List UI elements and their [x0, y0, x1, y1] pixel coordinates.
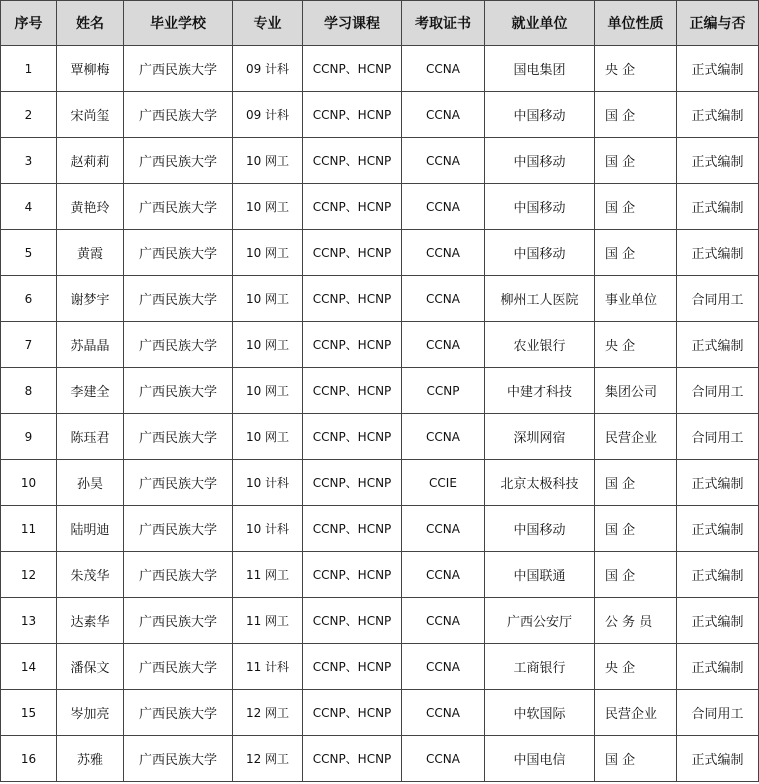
cell-name: 覃柳梅: [57, 46, 124, 92]
header-school: 毕业学校: [124, 1, 233, 46]
cell-employer: 北京太极科技: [485, 460, 595, 506]
cell-school: 广西民族大学: [124, 506, 233, 552]
cell-employer: 中国移动: [485, 230, 595, 276]
cell-name: 谢梦宇: [57, 276, 124, 322]
cell-major: 11 计科: [233, 644, 303, 690]
cell-employer-type: 国 企: [595, 460, 677, 506]
table-body: [1, 46, 759, 782]
cell-employer: 中国移动: [485, 506, 595, 552]
table-row: [1, 138, 759, 184]
cell-courses: CCNP、HCNP: [303, 92, 402, 138]
cell-name: 黄霞: [57, 230, 124, 276]
cell-employer-type: 民营企业: [595, 690, 677, 736]
cell-contract-status: 正式编制: [677, 736, 759, 782]
cell-contract-status: 正式编制: [677, 46, 759, 92]
cell-employer: 广西公安厅: [485, 598, 595, 644]
cell-certificate: CCIE: [402, 460, 485, 506]
cell-employer: 中国联通: [485, 552, 595, 598]
cell-employer-type: 央 企: [595, 46, 677, 92]
cell-certificate: CCNA: [402, 184, 485, 230]
cell-contract-status: 合同用工: [677, 276, 759, 322]
cell-certificate: CCNA: [402, 276, 485, 322]
cell-certificate: CCNA: [402, 598, 485, 644]
header-name: 姓名: [57, 1, 124, 46]
cell-courses: CCNP、HCNP: [303, 184, 402, 230]
cell-index: 15: [1, 690, 57, 736]
cell-certificate: CCNA: [402, 230, 485, 276]
cell-index: 6: [1, 276, 57, 322]
cell-index: 8: [1, 368, 57, 414]
cell-contract-status: 正式编制: [677, 644, 759, 690]
header-employer-type: 单位性质: [595, 1, 677, 46]
cell-school: 广西民族大学: [124, 736, 233, 782]
cell-employer: 中软国际: [485, 690, 595, 736]
cell-certificate: CCNA: [402, 690, 485, 736]
cell-school: 广西民族大学: [124, 552, 233, 598]
cell-index: 14: [1, 644, 57, 690]
cell-index: 3: [1, 138, 57, 184]
cell-major: 11 网工: [233, 552, 303, 598]
cell-index: 7: [1, 322, 57, 368]
cell-contract-status: 合同用工: [677, 414, 759, 460]
cell-employer-type: 国 企: [595, 230, 677, 276]
cell-courses: CCNP、HCNP: [303, 368, 402, 414]
table-row: [1, 322, 759, 368]
cell-name: 宋尚玺: [57, 92, 124, 138]
cell-certificate: CCNA: [402, 506, 485, 552]
cell-index: 5: [1, 230, 57, 276]
cell-name: 苏晶晶: [57, 322, 124, 368]
cell-major: 10 网工: [233, 368, 303, 414]
cell-index: 16: [1, 736, 57, 782]
cell-employer-type: 国 企: [595, 736, 677, 782]
cell-index: 12: [1, 552, 57, 598]
cell-name: 潘保文: [57, 644, 124, 690]
cell-name: 岑加亮: [57, 690, 124, 736]
cell-employer-type: 国 企: [595, 552, 677, 598]
cell-courses: CCNP、HCNP: [303, 552, 402, 598]
cell-employer: 国电集团: [485, 46, 595, 92]
cell-major: 09 计科: [233, 92, 303, 138]
header-index: 序号: [1, 1, 57, 46]
cell-employer-type: 集团公司: [595, 368, 677, 414]
cell-employer-type: 央 企: [595, 322, 677, 368]
cell-certificate: CCNP: [402, 368, 485, 414]
cell-certificate: CCNA: [402, 92, 485, 138]
cell-school: 广西民族大学: [124, 46, 233, 92]
table-header: [1, 1, 759, 46]
cell-certificate: CCNA: [402, 46, 485, 92]
cell-employer: 中建才科技: [485, 368, 595, 414]
cell-school: 广西民族大学: [124, 184, 233, 230]
cell-employer: 深圳网宿: [485, 414, 595, 460]
cell-name: 达素华: [57, 598, 124, 644]
cell-courses: CCNP、HCNP: [303, 276, 402, 322]
cell-employer: 柳州工人医院: [485, 276, 595, 322]
cell-name: 陈珏君: [57, 414, 124, 460]
cell-courses: CCNP、HCNP: [303, 46, 402, 92]
cell-contract-status: 正式编制: [677, 506, 759, 552]
cell-contract-status: 合同用工: [677, 690, 759, 736]
cell-courses: CCNP、HCNP: [303, 322, 402, 368]
cell-school: 广西民族大学: [124, 230, 233, 276]
cell-employer-type: 国 企: [595, 506, 677, 552]
header-employer: 就业单位: [485, 1, 595, 46]
cell-employer-type: 国 企: [595, 138, 677, 184]
cell-school: 广西民族大学: [124, 644, 233, 690]
cell-school: 广西民族大学: [124, 92, 233, 138]
header-row: [1, 1, 759, 46]
cell-contract-status: 正式编制: [677, 598, 759, 644]
cell-contract-status: 正式编制: [677, 230, 759, 276]
table-row: [1, 276, 759, 322]
cell-employer: 农业银行: [485, 322, 595, 368]
cell-courses: CCNP、HCNP: [303, 138, 402, 184]
cell-contract-status: 正式编制: [677, 184, 759, 230]
cell-certificate: CCNA: [402, 644, 485, 690]
cell-employer-type: 公 务 员: [595, 598, 677, 644]
cell-major: 12 网工: [233, 736, 303, 782]
cell-name: 李建全: [57, 368, 124, 414]
cell-contract-status: 正式编制: [677, 138, 759, 184]
cell-courses: CCNP、HCNP: [303, 414, 402, 460]
cell-school: 广西民族大学: [124, 322, 233, 368]
cell-name: 朱茂华: [57, 552, 124, 598]
table-row: [1, 552, 759, 598]
cell-school: 广西民族大学: [124, 276, 233, 322]
cell-name: 陆明迪: [57, 506, 124, 552]
table-row: [1, 414, 759, 460]
cell-major: 10 网工: [233, 230, 303, 276]
cell-index: 4: [1, 184, 57, 230]
cell-courses: CCNP、HCNP: [303, 230, 402, 276]
table-row: [1, 690, 759, 736]
cell-index: 1: [1, 46, 57, 92]
cell-employer-type: 央 企: [595, 644, 677, 690]
cell-certificate: CCNA: [402, 552, 485, 598]
header-contract-status: 正编与否: [677, 1, 759, 46]
cell-major: 10 网工: [233, 138, 303, 184]
cell-index: 11: [1, 506, 57, 552]
cell-school: 广西民族大学: [124, 138, 233, 184]
cell-major: 09 计科: [233, 46, 303, 92]
cell-name: 孙昊: [57, 460, 124, 506]
table-row: [1, 368, 759, 414]
cell-certificate: CCNA: [402, 736, 485, 782]
cell-employer-type: 民营企业: [595, 414, 677, 460]
cell-employer-type: 国 企: [595, 184, 677, 230]
cell-courses: CCNP、HCNP: [303, 690, 402, 736]
header-major: 专业: [233, 1, 303, 46]
cell-major: 10 计科: [233, 460, 303, 506]
cell-major: 12 网工: [233, 690, 303, 736]
header-certificate: 考取证书: [402, 1, 485, 46]
cell-major: 10 网工: [233, 414, 303, 460]
cell-school: 广西民族大学: [124, 460, 233, 506]
cell-contract-status: 正式编制: [677, 92, 759, 138]
table-row: [1, 184, 759, 230]
table-row: [1, 92, 759, 138]
cell-index: 9: [1, 414, 57, 460]
cell-courses: CCNP、HCNP: [303, 644, 402, 690]
cell-major: 10 网工: [233, 276, 303, 322]
cell-school: 广西民族大学: [124, 414, 233, 460]
cell-courses: CCNP、HCNP: [303, 506, 402, 552]
cell-certificate: CCNA: [402, 414, 485, 460]
table-row: [1, 460, 759, 506]
cell-index: 10: [1, 460, 57, 506]
cell-employer: 中国移动: [485, 184, 595, 230]
cell-courses: CCNP、HCNP: [303, 736, 402, 782]
cell-employer: 中国移动: [485, 138, 595, 184]
cell-school: 广西民族大学: [124, 598, 233, 644]
cell-major: 11 网工: [233, 598, 303, 644]
cell-index: 2: [1, 92, 57, 138]
cell-name: 赵莉莉: [57, 138, 124, 184]
cell-major: 10 网工: [233, 184, 303, 230]
cell-certificate: CCNA: [402, 138, 485, 184]
cell-name: 黄艳玲: [57, 184, 124, 230]
cell-contract-status: 正式编制: [677, 552, 759, 598]
table-row: [1, 736, 759, 782]
cell-school: 广西民族大学: [124, 690, 233, 736]
cell-contract-status: 合同用工: [677, 368, 759, 414]
header-courses: 学习课程: [303, 1, 402, 46]
cell-contract-status: 正式编制: [677, 322, 759, 368]
cell-employer-type: 国 企: [595, 92, 677, 138]
cell-major: 10 计科: [233, 506, 303, 552]
cell-index: 13: [1, 598, 57, 644]
cell-name: 苏雅: [57, 736, 124, 782]
cell-contract-status: 正式编制: [677, 460, 759, 506]
cell-employer-type: 事业单位: [595, 276, 677, 322]
table-row: [1, 46, 759, 92]
cell-employer: 中国移动: [485, 92, 595, 138]
table-row: [1, 598, 759, 644]
cell-courses: CCNP、HCNP: [303, 598, 402, 644]
cell-school: 广西民族大学: [124, 368, 233, 414]
table-row: [1, 506, 759, 552]
table-row: [1, 644, 759, 690]
cell-certificate: CCNA: [402, 322, 485, 368]
table-row: [1, 230, 759, 276]
cell-courses: CCNP、HCNP: [303, 460, 402, 506]
cell-major: 10 网工: [233, 322, 303, 368]
cell-employer: 工商银行: [485, 644, 595, 690]
cell-employer: 中国电信: [485, 736, 595, 782]
